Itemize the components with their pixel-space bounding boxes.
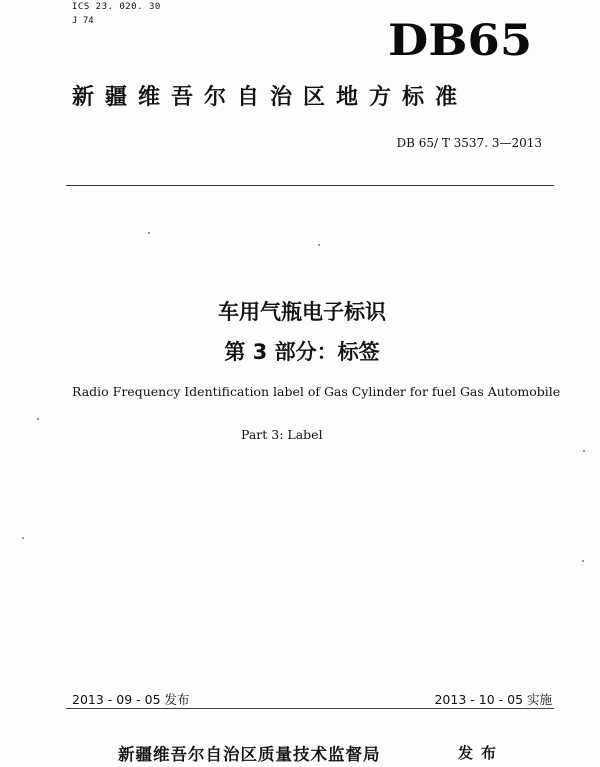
scan-speck [582,560,584,562]
standard-code: DB 65/ T 3537. 3—2013 [396,136,542,150]
footer-divider [66,708,554,709]
title-english: Radio Frequency Identification label of Gas Cylinder for fuel Gas Automobile [72,384,561,399]
title-chinese-line-2: 第 3 部分：标签 [224,340,380,364]
ics-code: ICS 23. 020. 30 [72,2,161,12]
standard-type-heading: 新疆维吾尔自治区地方标准 [72,84,469,110]
scan-speck [22,537,24,539]
ccs-code: J 74 [72,16,94,26]
part-english: Part 3: Label [241,427,323,442]
implementation-date: 2013 - 10 - 05 实施 [434,692,552,707]
scan-speck [37,418,39,420]
header-divider [66,185,554,186]
title-chinese-line-1: 车用气瓶电子标识 [218,300,386,324]
issuing-authority: 新疆维吾尔自治区质量技术监督局 [118,745,381,764]
scan-speck [148,232,150,234]
scan-speck [583,450,585,452]
issue-date: 2013 - 09 - 05 发布 [72,692,190,707]
issue-label: 发布 [458,744,505,762]
scan-speck [318,244,320,246]
db65-logo: DB65 [388,16,533,66]
